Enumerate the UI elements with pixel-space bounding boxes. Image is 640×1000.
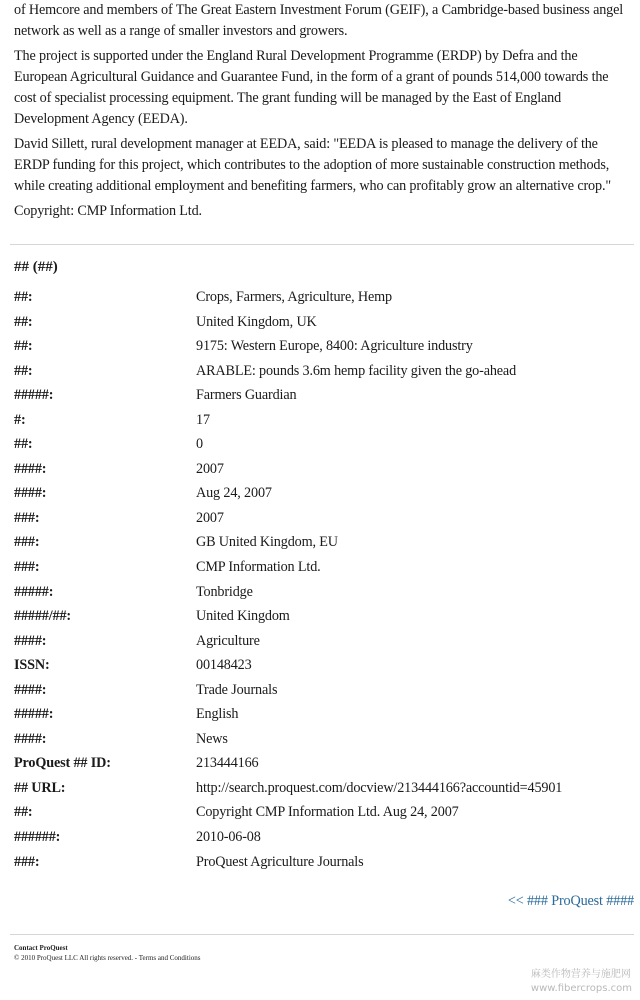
table-row <box>14 507 630 532</box>
table-row <box>14 851 630 876</box>
table-row <box>14 286 630 311</box>
field-value: 2007 <box>196 460 224 477</box>
field-value: 0 <box>196 436 203 453</box>
field-value: 2010-06-08 <box>196 829 261 846</box>
table-row <box>14 531 630 556</box>
section-divider <box>10 244 634 245</box>
field-value: GB United Kingdom, EU <box>196 534 338 551</box>
field-value: Crops, Farmers, Agriculture, Hemp <box>196 289 393 305</box>
field-label: ##: <box>14 289 33 305</box>
field-value: United Kingdom <box>196 608 290 625</box>
field-value: Trade Journals <box>196 681 278 698</box>
field-label: ##: <box>14 436 33 453</box>
field-value: 00148423 <box>196 657 252 674</box>
field-label: ####: <box>14 485 47 502</box>
field-label: ##: <box>14 804 33 821</box>
field-label: ###: <box>14 509 40 526</box>
field-label: ##: <box>14 338 33 355</box>
field-label: ISSN: <box>14 657 50 674</box>
details-heading: ## (##) <box>14 259 58 275</box>
table-row <box>14 311 630 336</box>
article-paragraph: The project is supported under the England Rural Development Programme (ERDP) by Defra and the European Agricultural Guidance and Guarantee Fund, in the form of a grant of pounds 514,000 towards the cost of specialist processing equipment. The grant funding will be managed by the East of England Development Agency (EEDA). <box>14 48 609 127</box>
table-row <box>14 482 630 507</box>
table-row <box>14 556 630 581</box>
table-row <box>14 433 630 458</box>
field-value: http://search.proquest.com/docview/213444166?accountid=45901 <box>196 779 563 796</box>
field-label: ####: <box>14 730 47 747</box>
field-label: ###: <box>14 853 40 870</box>
table-row <box>14 777 630 802</box>
table-row <box>14 335 630 360</box>
table-row <box>14 630 630 655</box>
terms-link[interactable]: Terms and Conditions <box>138 954 201 962</box>
field-value: ProQuest Agriculture Journals <box>196 853 364 870</box>
table-row <box>14 826 630 851</box>
field-value: United Kingdom, UK <box>196 313 317 330</box>
contact-proquest-link[interactable]: Contact ProQuest <box>14 944 68 952</box>
article-copyright: Copyright: CMP Information Ltd. <box>14 203 202 219</box>
table-row <box>14 409 630 434</box>
table-row <box>14 360 630 385</box>
field-value: Copyright CMP Information Ltd. Aug 24, 2007 <box>196 804 459 821</box>
field-label: ##: <box>14 313 33 330</box>
footer-copyright: © 2010 ProQuest LLC All rights reserved. - <box>14 954 139 962</box>
field-value: Agriculture <box>196 632 260 649</box>
back-to-proquest-link[interactable]: << ### ProQuest #### <box>507 893 634 909</box>
article-paragraph: of Hemcore and members of The Great Eastern Investment Forum (GEIF), a Cambridge-based business angel network as well as a range of smaller investors and growers. <box>14 2 624 39</box>
table-row <box>14 605 630 630</box>
field-label: ######: <box>14 829 61 846</box>
field-value: 2007 <box>196 509 224 526</box>
field-label: #####: <box>14 706 54 723</box>
field-value: 213444166 <box>196 755 259 772</box>
footer <box>14 943 201 963</box>
field-label: #####/##: <box>14 608 71 625</box>
table-row <box>14 654 630 679</box>
field-label: #####: <box>14 387 54 404</box>
table-row <box>14 679 630 704</box>
table-row <box>14 801 630 826</box>
field-label: ####: <box>14 460 47 477</box>
field-label: #: <box>14 411 26 428</box>
field-label: ###: <box>14 534 40 551</box>
field-label: #####: <box>14 583 54 600</box>
field-label: ProQuest ## ID: <box>14 755 111 772</box>
field-value: English <box>196 706 239 723</box>
table-row <box>14 581 630 606</box>
field-label: ####: <box>14 681 47 698</box>
field-value: Farmers Guardian <box>196 387 297 404</box>
details-table <box>14 286 630 875</box>
watermark-line-2: www.fibercrops.com <box>530 983 632 994</box>
field-value: ARABLE: pounds 3.6m hemp facility given the go-ahead <box>196 362 517 379</box>
field-label: ## URL: <box>14 779 66 796</box>
article-paragraph: David Sillett, rural development manager at EEDA, said: "EEDA is pleased to manage the delivery of the ERDP funding for this project, which contributes to the adoption of more sustainable construction methods, while creating additional employment and benefiting farmers, who can profitably grow an alternative crop." <box>14 136 611 194</box>
field-value: CMP Information Ltd. <box>196 559 321 576</box>
table-row <box>14 384 630 409</box>
field-label: ##: <box>14 362 33 379</box>
watermark-line-1: 麻类作物营养与施肥网 <box>530 969 631 980</box>
watermark <box>531 968 632 996</box>
field-value: 9175: Western Europe, 8400: Agriculture industry <box>196 338 473 355</box>
table-row <box>14 752 630 777</box>
field-label: ###: <box>14 559 40 576</box>
article-body <box>14 0 634 226</box>
footer-divider <box>10 934 634 935</box>
field-value: Tonbridge <box>196 583 253 600</box>
field-value: News <box>196 730 228 747</box>
field-label: ####: <box>14 632 47 649</box>
table-row <box>14 458 630 483</box>
table-row <box>14 728 630 753</box>
field-value: Aug 24, 2007 <box>196 485 272 502</box>
field-value: 17 <box>196 411 210 428</box>
table-row <box>14 703 630 728</box>
